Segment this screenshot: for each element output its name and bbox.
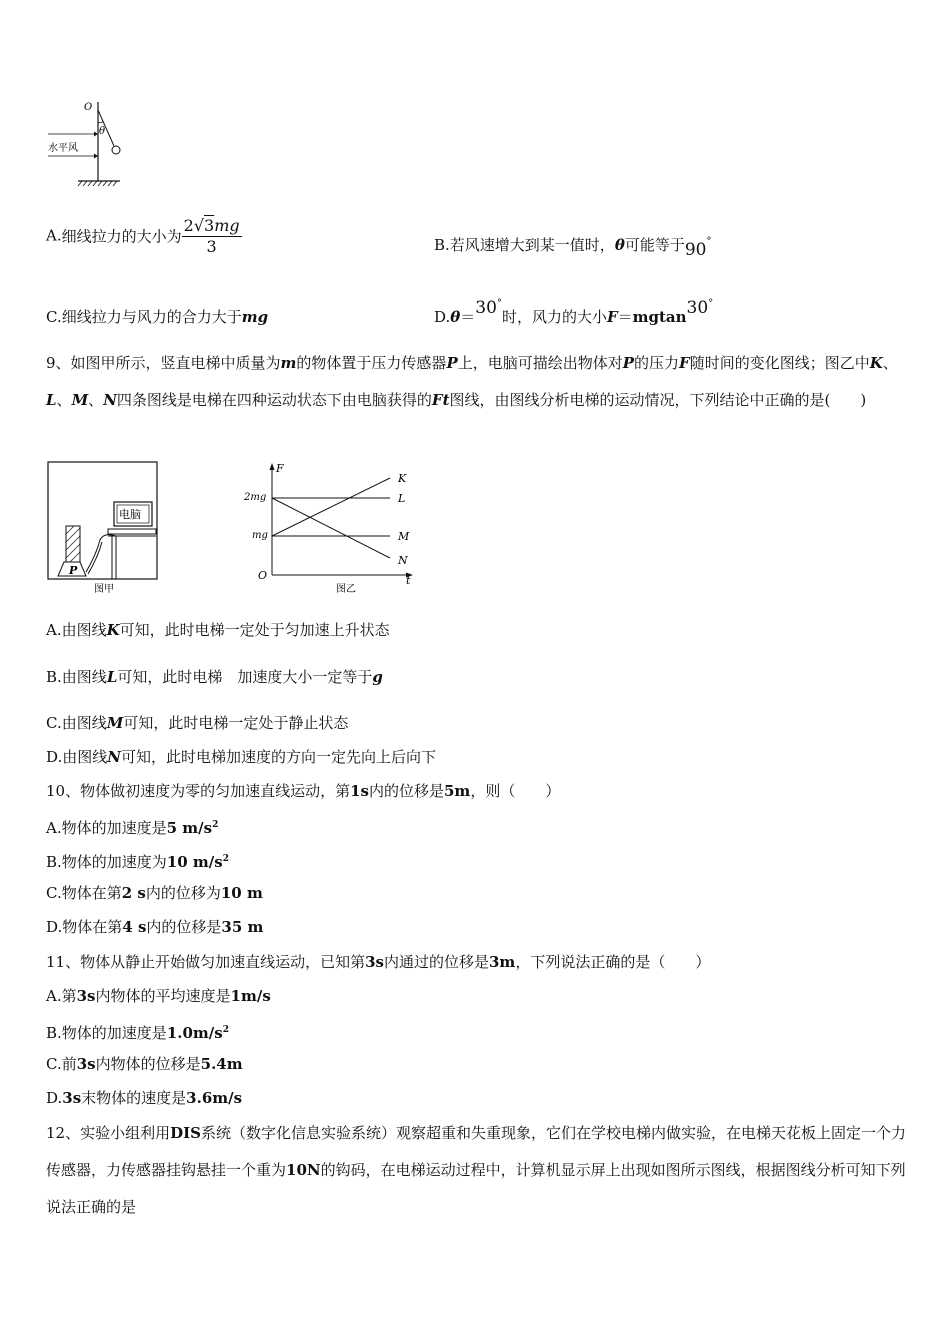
q8-option-d	[434, 298, 714, 330]
degree-mark: °	[496, 298, 502, 309]
option-prefix: C.	[46, 308, 62, 326]
stem-text-3: ，下列说法正确的是（ ）	[515, 953, 711, 971]
origin-label: O	[258, 569, 268, 582]
option-prefix: D.	[46, 748, 63, 766]
mg: mg	[241, 308, 269, 326]
option-value-2: 3.6m/s	[186, 1089, 243, 1107]
frac-root: 3	[204, 216, 215, 235]
option-text-2: 可知，此时电梯一定处于匀加速上升状态	[119, 621, 390, 639]
q11-option-c	[46, 1054, 243, 1074]
stem-text: 10、物体做初速度为零的匀加速直线运动，第	[46, 782, 351, 800]
stem-text: 11、物体从静止开始做匀加速直线运动，已知第	[46, 953, 366, 971]
option-text: 物体在第	[62, 918, 123, 936]
computer-label: 电脑	[119, 508, 141, 521]
origin-label: O	[84, 102, 93, 113]
option-prefix: A.	[46, 819, 62, 837]
frac-mg: mg	[214, 216, 240, 235]
option-value-2: 1m/s	[230, 987, 271, 1005]
q10-stem	[46, 781, 560, 801]
stem-text-3: ，则（ ）	[470, 782, 561, 800]
figure-jia	[46, 460, 160, 596]
option-text: 若风速增大到某一值时，	[449, 236, 615, 254]
fraction: $\frac{2√3mg}{3}$	[183, 216, 240, 256]
option-text-2: 内的位移是	[146, 918, 222, 936]
option-text: 由图线	[62, 748, 108, 766]
degree-mark-2: °	[708, 298, 714, 309]
option-prefix: C.	[46, 1055, 62, 1073]
q9-option-a	[46, 620, 390, 640]
formula: mgtan	[632, 308, 687, 326]
pendulum-figure	[40, 96, 140, 188]
option-prefix: D.	[46, 918, 63, 936]
t-axis-label: t	[406, 574, 411, 587]
q10-option-c	[46, 883, 263, 903]
option-text: 细线拉力与风力的合力大于	[61, 308, 242, 326]
option-value: 3s	[76, 1055, 96, 1073]
stem-value-2: 3m	[489, 953, 516, 971]
force-F: F	[606, 308, 618, 326]
option-text-2: 内的位移为	[145, 884, 221, 902]
tick-2mg: 2mg	[244, 492, 267, 503]
option-text: 由图线	[61, 668, 107, 686]
degree-mark: °	[706, 236, 712, 247]
option-text-2: 内物体的平均速度是	[95, 987, 231, 1005]
q12-stem: 12、实验小组利用DIS系统（数字化信息实验系统）观察超重和失重现象，它们在学校电梯内做实验，在电梯天花板上固定一个力传感器，力传感器挂钩悬挂一个重为10N的钩码，在电梯运动过程中，计算机显示屏上出现如图所示图线，根据图线分析可知下列说法正确的是	[46, 1124, 906, 1216]
option-value-2: 5.4m	[200, 1055, 243, 1073]
figure-yi	[238, 460, 428, 596]
q9-stem: 9、如图甲所示，竖直电梯中质量为m的物体置于压力传感器P上，电脑可描绘出物体对P的压力F随时间的变化图线；图乙中K、L、M、N四条图线是电梯在四种运动状态下由电脑获得的Ft图线，由图线分析电梯的运动情况，下列结论中正确的是( )	[46, 354, 898, 409]
line-var: N	[107, 748, 121, 766]
angle-value-2: 30	[686, 298, 709, 318]
option-text: 第	[61, 987, 77, 1005]
q11-option-a	[46, 986, 271, 1006]
option-value-2: 10 m	[220, 884, 263, 902]
option-text: 末物体的速度是	[81, 1089, 187, 1107]
stem-value: 3s	[365, 953, 384, 971]
option-prefix: B.	[46, 853, 62, 871]
option-text: 物体的加速度是	[61, 1024, 167, 1042]
tick-mg: mg	[252, 530, 268, 541]
option-prefix: C.	[46, 714, 62, 732]
option-text-2: 内物体的位移是	[95, 1055, 201, 1073]
q11-option-d	[46, 1088, 242, 1108]
q11-stem	[46, 952, 710, 972]
stem-text-2: 内的位移是	[368, 782, 444, 800]
q8-option-b	[434, 235, 711, 258]
option-value: 5 m/s	[166, 819, 213, 837]
q8-option-c	[46, 307, 268, 327]
option-text-2: 可知，此时电梯一定处于静止状态	[123, 714, 349, 732]
stem-text-2: 内通过的位移是	[383, 953, 489, 971]
q9-option-c	[46, 713, 348, 733]
q9-option-b	[46, 667, 383, 687]
exponent: 2	[222, 854, 229, 864]
frac-den: 3	[206, 237, 217, 256]
option-value-2: 35 m	[221, 918, 264, 936]
option-prefix: D.	[46, 1089, 63, 1107]
label-M: M	[398, 530, 410, 543]
option-value: 2 s	[121, 884, 146, 902]
option-prefix: C.	[46, 884, 62, 902]
option-text: 时，风力的大小	[501, 308, 607, 326]
theta: θ	[450, 308, 461, 326]
stem-value: 1s	[350, 782, 369, 800]
option-prefix: A.	[46, 226, 62, 245]
option-text: 由图线	[61, 714, 107, 732]
line-var: K	[106, 621, 120, 639]
equals: ＝	[460, 308, 476, 326]
q10-option-a	[46, 815, 218, 838]
option-text: 细线拉力的大小为	[61, 227, 182, 246]
angle-value: 30	[475, 298, 497, 318]
option-prefix: A.	[46, 987, 62, 1005]
label-N: N	[398, 554, 408, 567]
option-value: 4 s	[122, 918, 147, 936]
option-text-2: 可知，此时电梯 加速度大小一定等于	[117, 668, 373, 686]
option-value: 3s	[62, 1089, 82, 1107]
caption-jia: 图甲	[94, 584, 114, 595]
angle-value: 90	[684, 240, 707, 260]
option-text: 物体的加速度是	[61, 819, 167, 837]
sensor-label: P	[69, 564, 78, 577]
q10-option-d	[46, 917, 263, 937]
F-axis-label: F	[276, 462, 284, 475]
option-text: 物体在第	[61, 884, 122, 902]
option-value: 10 m/s	[166, 853, 223, 871]
exponent: 2	[212, 820, 219, 830]
option-prefix: B.	[434, 236, 450, 254]
caption-yi: 图乙	[336, 584, 356, 595]
q8-option-a	[46, 216, 242, 257]
option-prefix: A.	[46, 621, 62, 639]
option-prefix: B.	[46, 1024, 62, 1042]
option-text: 前	[61, 1055, 77, 1073]
line-var: M	[106, 714, 124, 732]
option-text: 由图线	[61, 621, 107, 639]
frac-coef: 2	[183, 216, 194, 235]
q11-option-b	[46, 1020, 229, 1043]
option-text: 物体的加速度为	[61, 853, 167, 871]
g: g	[372, 668, 383, 686]
equals-2: ＝	[617, 308, 633, 326]
label-K: K	[398, 472, 407, 485]
option-text-2: 可知，此时电梯加速度的方向一定先向上后向下	[121, 748, 437, 766]
option-value: 3s	[76, 987, 96, 1005]
stem-value-2: 5m	[444, 782, 471, 800]
label-L: L	[398, 492, 406, 505]
line-var: L	[106, 668, 118, 686]
q9-option-d	[46, 747, 436, 767]
theta: θ	[614, 236, 625, 254]
option-text-2: 可能等于	[624, 236, 685, 254]
option-prefix: B.	[46, 668, 62, 686]
option-prefix: D.	[434, 308, 451, 326]
theta-label: θ	[99, 126, 106, 137]
option-value: 1.0m/s	[166, 1024, 223, 1042]
wind-label: 水平风	[48, 143, 78, 154]
exponent: 2	[222, 1025, 229, 1035]
q10-option-b	[46, 849, 229, 872]
